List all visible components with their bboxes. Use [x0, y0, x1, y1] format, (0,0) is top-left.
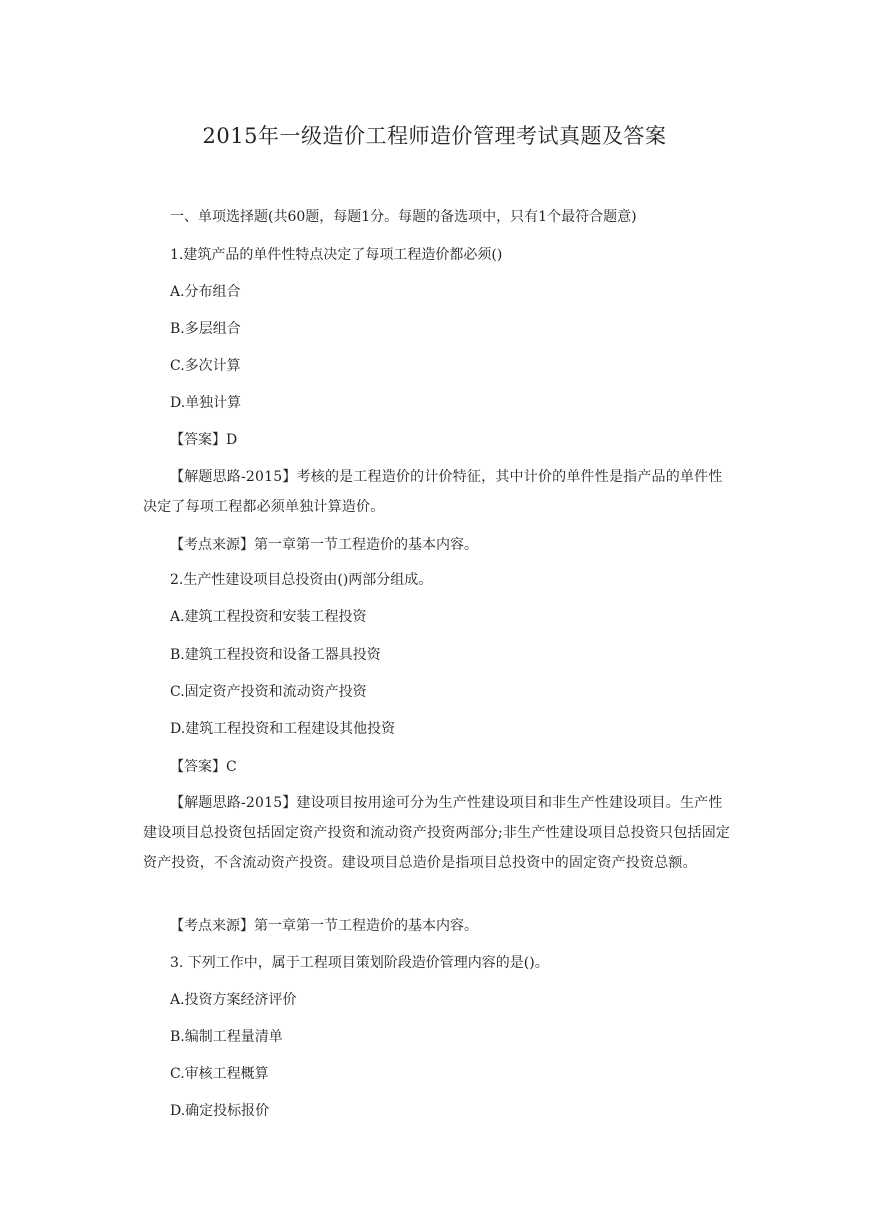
- question-2-option-a: A.建筑工程投资和安装工程投资: [170, 609, 367, 625]
- question-3-option-c: C.审核工程概算: [170, 1066, 269, 1082]
- question-1-option-b: B.多层组合: [170, 321, 241, 337]
- question-2-option-c: C.固定资产投资和流动资产投资: [170, 684, 367, 700]
- document-title: 2015年一级造价工程师造价管理考试真题及答案: [202, 124, 667, 148]
- question-1-source: 【考点来源】第一章第一节工程造价的基本内容。: [170, 537, 478, 553]
- question-2-stem: 2.生产性建设项目总投资由()两部分组成。: [170, 572, 433, 588]
- question-2-source: 【考点来源】第一章第一节工程造价的基本内容。: [170, 918, 478, 934]
- question-1-answer: 【答案】D: [170, 432, 238, 448]
- section-heading: 一、单项选择题(共60题，每题1分。每题的备选项中，只有1个最符合题意): [170, 209, 637, 225]
- question-3-option-b: B.编制工程量清单: [170, 1029, 283, 1045]
- question-2-option-d: D.建筑工程投资和工程建设其他投资: [170, 721, 396, 737]
- question-3-option-a: A.投资方案经济评价: [170, 992, 297, 1008]
- question-1-option-c: C.多次计算: [170, 358, 241, 374]
- question-3-stem: 3. 下列工作中，属于工程项目策划阶段造价管理内容的是()。: [170, 955, 549, 971]
- question-2-answer: 【答案】C: [170, 759, 237, 775]
- question-2-analysis: 【解题思路-2015】建设项目按用途可分为生产性建设项目和非生产性建设项目。生产性建设项目总投资包括固定资产投资和流动资产投资两部分;非生产性建设项目总投资只包括固定资产投资，不含流动资产投资。建设项目总造价是指项目总投资中的固定资产投资总额。: [143, 795, 731, 871]
- question-1-analysis: 【解题思路-2015】考核的是工程造价的计价特征，其中计价的单件性是指产品的单件性决定了每项工程都必须单独计算造价。: [143, 469, 723, 515]
- question-2-option-b: B.建筑工程投资和设备工器具投资: [170, 647, 381, 663]
- question-1-option-a: A.分布组合: [170, 284, 241, 300]
- question-1-option-d: D.单独计算: [170, 395, 242, 411]
- question-3-option-d: D.确定投标报价: [170, 1103, 270, 1119]
- question-1-stem: 1.建筑产品的单件性特点决定了每项工程造价都必须(): [170, 247, 503, 263]
